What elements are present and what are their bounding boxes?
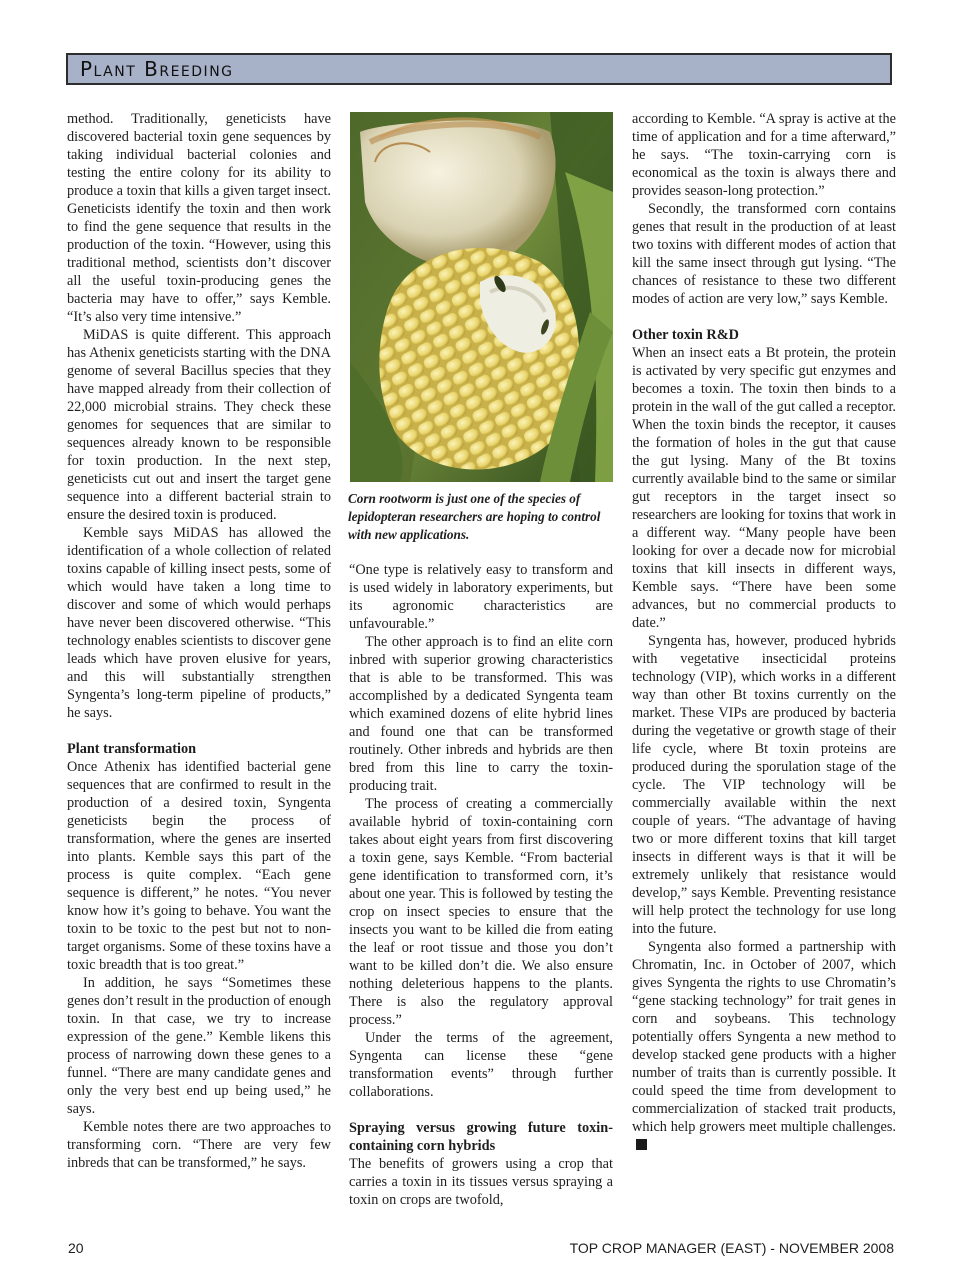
paragraph: Secondly, the transformed corn contains genes that result in the production of at least two toxins with different modes of action that kill the same insect through gut lysing. “The chances of resistance to these two different modes of action are very low,” says Kemble. xyxy=(632,201,896,307)
section-header-bar xyxy=(66,53,892,85)
article-column-1 xyxy=(67,110,331,1172)
article-column-2 xyxy=(349,561,613,1209)
subheading-spraying-versus-growing: Spraying versus growing future toxin-containing corn hybrids xyxy=(349,1120,613,1154)
paragraph: Under the terms of the agreement, Syngenta can license these “gene transformation events” through further collaborations. xyxy=(349,1030,613,1100)
paragraph: Kemble says MiDAS has allowed the identification of a whole collection of related toxins capable of killing insect pests, some of which would have taken a long time to discover and some of which would perhaps have never been discovered otherwise. “This technology enables scientists to discover gene leads which have proven elusive for years, and this will substantially strengthen Syngenta’s long-term pipeline of products,” he says. xyxy=(67,525,331,721)
paragraph: Once Athenix has identified bacterial gene sequences that are confirmed to result in the production of a desired toxin, Syngenta geneticists begin the process of transformation, where the genes are inserted into plants. Kemble says this part of the process is quite complex. “Each gene sequence is different,” he notes. “You never know how it’s going to behave. You want the toxin to be toxic to the pest but not to non-target organisms. Some of these toxins have a toxic breadth that is too great.” xyxy=(67,759,331,973)
paragraph: In addition, he says “Sometimes these genes don’t result in the production of enough toxin. In that case, we try to increase expression of the gene.” Kemble likens this process of narrowing down these genes to a funnel. “There are many candidate genes and only the very best end up being used,” he says. xyxy=(67,975,331,1117)
page-number: 20 xyxy=(68,1240,84,1256)
subheading-other-toxin-rd: Other toxin R&D xyxy=(632,327,739,343)
paragraph: Kemble notes there are two approaches to transforming corn. “There are very few inbreds that can be transformed,” he says. xyxy=(67,1119,331,1171)
article-column-3 xyxy=(632,110,896,1154)
end-mark-icon xyxy=(636,1139,647,1150)
paragraph: The other approach is to find an elite corn inbred with superior growing characteristics that is able to be transformed. This was accomplished by a dedicated Syngenta team which examined dozens of elite hybrid lines and found one that can be transformed routinely. Other inbreds and hybrids are then bred from this line to carry the toxin-producing trait. xyxy=(349,634,613,794)
paragraph: The benefits of growers using a crop that carries a toxin in its tissues versus spraying a toxin on crops are twofold, xyxy=(349,1156,613,1208)
photo-caption: Corn rootworm is just one of the species of lepidopteran researchers are hoping to control with new applications. xyxy=(348,491,601,542)
paragraph: “One type is relatively easy to transform and is used widely in laboratory experiments, but its agronomic characteristics are unfavourable.” xyxy=(349,562,613,632)
paragraph: MiDAS is quite different. This approach has Athenix geneticists starting with the DNA genome of several Bacillus species that they have mapped already from their collection of 22,000 microbial strains. They check these genomes for sequences that are similar to sequences already known to be responsible for toxin production. In the next step, geneticists cut out and insert the target gene sequence into a different bacterial strain to ensure the desired toxin is produced. xyxy=(67,327,331,523)
section-title: Plant Breeding xyxy=(80,57,234,81)
paragraph: When an insect eats a Bt protein, the protein is activated by very specific gut enzymes and becomes a toxin. The toxin then binds to a protein in the wall of the gut called a receptor. When the toxin binds the receptor, it causes the formation of holes in the gut that cause the gut lysing. Many of the Bt toxins currently available bind to the same or similar gut receptors in the target insect so researchers are looking for toxins that work in a different way. “Many people have been looking for over a decade now for microbial toxins that kill insects in different ways, Kemble says. “There have been some advances, but no commercial products to date.” xyxy=(632,345,897,631)
magazine-folio: TOP CROP MANAGER (EAST) - NOVEMBER 2008 xyxy=(569,1240,894,1256)
corn-photo-icon xyxy=(350,112,613,482)
paragraph: method. Traditionally, geneticists have discovered bacterial toxin gene sequences by taking individual bacterial colonies and testing the entire colony for its ability to produce a toxin that kills a given target insect. Geneticists identify the toxin and then work to find the gene sequence that results in the production of the toxin. “However, using this traditional method, scientists don’t discover all the useful toxin-producing genes the bacteria may have to offer,” says Kemble. “It’s also very time intensive.” xyxy=(67,111,331,325)
paragraph: The process of creating a commercially available hybrid of toxin-containing corn takes about eight years from first discovering a toxin gene, says Kemble. “From bacterial gene identification to transformed corn, it’s about one year. This is followed by testing the crop on insect species to ensure that the insects you want to be killed die from eating the leaf or root tissue and those you don’t want to be killed don’t die. We also ensure nothing deleterious happens to the plants. There is also the regulatory approval process.” xyxy=(349,796,613,1028)
subheading-plant-transformation: Plant transformation xyxy=(67,741,197,757)
paragraph-last xyxy=(632,938,896,1154)
corn-rootworm-photo xyxy=(350,112,613,482)
paragraph: Syngenta has, however, produced hybrids with vegetative insecticidal proteins technology (VIP), which works in a different way than other Bt toxins currently on the market. These VIPs are produced by bacteria during the vegetative or growth stage of their life cycle, where Bt toxin proteins are produced during the sporulation stage of the cycle. The VIP technology will be commercially available within the next couple of years. “The advantage of having two or more different toxins that kill target insects in different ways is that it will be extremely unlikely that resistance would develop,” says Kemble. Preventing resistance will help protect the technology for use long into the future. xyxy=(632,633,896,937)
paragraph-text: Syngenta also formed a partnership with Chromatin, Inc. in October of 2007, which gives Syngenta the rights to use Chromatin’s “gene stacking technology” for trait genes in corn and soybeans. This technology potentially offers Syngenta a new method to develop stacked gene products with a higher number of traits than is currently possible. It could speed the time from development to commercialization of stacked trait products, which help growers meet multiple challenges. xyxy=(632,939,896,1135)
paragraph: according to Kemble. “A spray is active at the time of application and for a time afterward,” he says. “The toxin-carrying corn is economical as the toxin is always there and provides season-long protection.” xyxy=(632,111,896,199)
